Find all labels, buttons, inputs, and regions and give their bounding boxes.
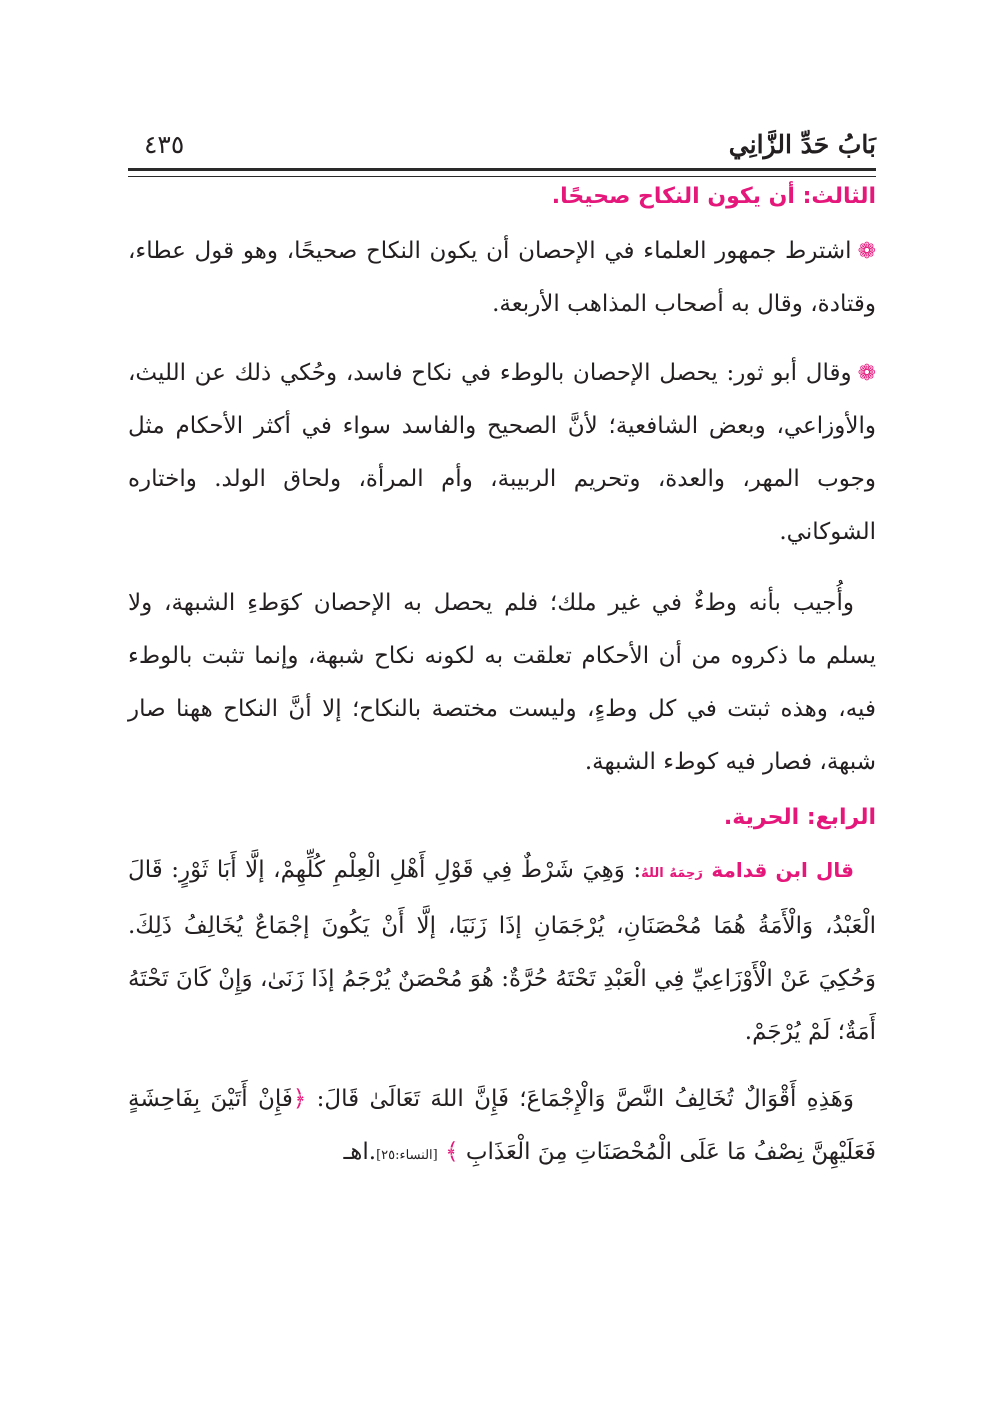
paragraph-2-text: وقال أبو ثور: يحصل الإحصان بالوطء في نكاح فاسد، وحُكي ذلك عن الليث، والأوزاعي، وبعض الشافعية؛ لأنَّ الصحيح والفاسد سواء في أكثر الأحكام مثل وجوب المهر، والعدة، وتحريم الربيبة، وأم المرأة، ولحاق الولد. واختاره الشوكاني.: [128, 360, 876, 545]
quran-verse: فَإِنْ أَتَيْنَ بِفَاحِشَةٍ فَعَلَيْهِنَّ نِصْفُ مَا عَلَى الْمُحْصَنَاتِ مِنَ الْعَذَابِ: [128, 1086, 876, 1165]
honorific: رَحِمَهُ اللهُ: [641, 866, 703, 881]
header-rule-thick: [128, 168, 876, 171]
page-number: ٤٣٥: [144, 130, 185, 159]
book-page: [128, 110, 876, 1165]
paragraph-5-end: .اهـ: [343, 1139, 377, 1165]
quote-attribution: قال ابن قدامة: [711, 858, 854, 882]
paragraph-4: [128, 844, 876, 1059]
paragraph-5-text: وَهَذِهِ أَقْوَالٌ تُخَالِفُ النَّصَّ وَالْإِجْمَاعَ؛ فَإِنَّ اللهَ تَعَالَىٰ قَالَ:: [306, 1086, 855, 1112]
paragraph-1: [128, 225, 876, 331]
quran-reference: [النساء:٢٥]: [376, 1148, 438, 1163]
section-heading-fourth: الرابع: الحرية.: [723, 805, 876, 830]
page-header: [128, 110, 876, 172]
quran-close-bracket: ﴾: [445, 1139, 459, 1165]
paragraph-3: وأُجيب بأنه وطءٌ في غير ملك؛ فلم يحصل به الإحصان كوَطءِ الشبهة، ولا يسلم ما ذكروه من أن الأحكام تعلقت به لكونه نكاح شبهة، وإنما تثبت بالوطء فيه، وهذه ثبتت في كل وطءٍ، وليست مختصة بالنكاح؛ إلا أنَّ النكاح ههنا صار شبهة، فصار فيه كوطء الشبهة.: [128, 590, 876, 775]
paragraph-4-text: : وَهِيَ شَرْطٌ فِي قَوْلِ أَهْلِ الْعِلْمِ كُلِّهِمْ، إلَّا أَبَا ثَوْرٍ: قَالَ الْعَبْدُ، وَالْأَمَةُ هُمَا مُحْصَنَانِ، يُرْجَمَانِ إذَا زَنَيَا، إلَّا أَنْ يَكُونَ إجْمَاعٌ يُخَالِفُ ذَلِكَ. وَحُكِيَ عَنْ الْأَوْزَاعِيِّ فِي الْعَبْدِ تَحْتَهُ حُرَّةٌ: هُوَ مُحْصَنٌ يُرْجَمُ إذَا زَنَىٰ، وَإِنْ كَانَ تَحْتَهُ أَمَةٌ؛ لَمْ يُرْجَمْ.: [128, 857, 876, 1045]
section-heading-third: الثالث: أن يكون النكاح صحيحًا.: [551, 184, 876, 209]
flower-bullet-icon: ❁: [857, 239, 876, 264]
paragraph-1-text: اشترط جمهور العلماء في الإحصان أن يكون النكاح صحيحًا، وهو قول عطاء، وقتادة، وقال به أصحاب المذاهب الأربعة.: [128, 238, 876, 317]
quran-open-bracket: ﴿: [292, 1086, 307, 1112]
flower-bullet-icon: ❁: [857, 361, 876, 386]
paragraph-5: [128, 1073, 876, 1182]
page-body: [128, 184, 876, 1182]
chapter-title: بَابُ حَدِّ الزَّانِي: [728, 130, 876, 159]
paragraph-2: [128, 347, 876, 559]
header-rule-thin: [128, 176, 876, 177]
